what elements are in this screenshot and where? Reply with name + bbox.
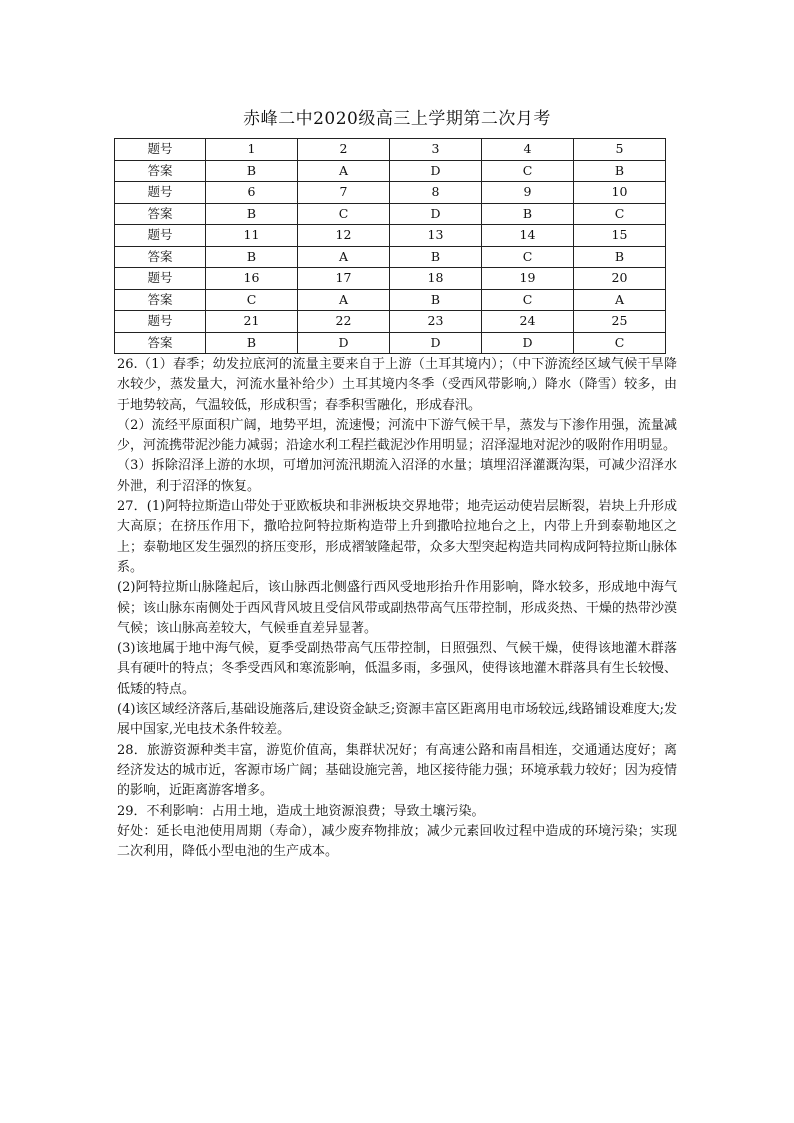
question-number-cell: 12 <box>298 225 390 247</box>
question-number-cell: 21 <box>206 311 298 333</box>
answer-cell: B <box>206 332 298 354</box>
question-number-cell: 8 <box>390 182 482 204</box>
question-number-cell: 19 <box>482 268 574 290</box>
answer-cell: B <box>390 289 482 311</box>
question-number-cell: 13 <box>390 225 482 247</box>
answer-cell: B <box>482 203 574 225</box>
question-number-cell: 11 <box>206 225 298 247</box>
question-row <box>115 225 666 247</box>
answer-cell: C <box>482 289 574 311</box>
question-number-cell: 23 <box>390 311 482 333</box>
row-label: 题号 <box>115 225 206 247</box>
page-title: 赤峰二中2020级高三上学期第二次月考 <box>243 109 551 129</box>
answer-cell: A <box>298 246 390 268</box>
paragraph: (3)该地属于地中海气候，夏季受副热带高气压带控制，日照强烈、气候干燥，使得该地灌木群落具有硬叶的特点；冬季受西风和寒流影响，低温多雨，多强风，使得该地灌木群落具有生长较慢、低矮的特点。 <box>117 641 677 697</box>
question-number-cell: 7 <box>298 182 390 204</box>
answer-cell: B <box>206 160 298 182</box>
row-label: 题号 <box>115 311 206 333</box>
question-number-cell: 14 <box>482 225 574 247</box>
question-number-cell: 17 <box>298 268 390 290</box>
question-number-cell: 6 <box>206 182 298 204</box>
question-number-cell: 20 <box>574 268 666 290</box>
paragraph: 28．旅游资源种类丰富，游览价值高，集群状况好；有高速公路和南昌相连，交通通达度好；离经济发达的城市近，客源市场广阔；基础设施完善，地区接待能力强；环境承载力较好；因为疫情的影响，近距离游客增多。 <box>117 742 677 799</box>
paragraph: （3）拆除沼泽上游的水坝，可增加河流汛期流入沼泽的水量；填埋沼泽灌溉沟渠，可减少沼泽水外泄，利于沼泽的恢复。 <box>117 458 677 494</box>
answer-cell: B <box>206 203 298 225</box>
paragraph: （2）流经平原面积广阔，地势平坦，流速慢；河流中下游气候干旱，蒸发与下渗作用强，流量减少，河流携带泥沙能力减弱；沿途水利工程拦截泥沙作用明显；沼泽湿地对泥沙的吸附作用明显。 <box>117 417 677 454</box>
paragraph: (2)阿特拉斯山脉隆起后，该山脉西北侧盛行西风受地形抬升作用影响，降水较多，形成地中海气候；该山脉东南侧处于西风背风坡且受信风带或副热带高气压带控制，形成炎热、干燥的热带沙漠气候；该山脉高差较大，气候垂直差异显著。 <box>117 580 677 636</box>
question-number-cell: 10 <box>574 182 666 204</box>
question-number-cell: 3 <box>390 139 482 161</box>
answer-row <box>115 203 666 225</box>
question-number-cell: 25 <box>574 311 666 333</box>
row-label: 答案 <box>115 203 206 225</box>
question-number-cell: 18 <box>390 268 482 290</box>
answer-cell: C <box>482 160 574 182</box>
paragraph: 29．不利影响：占用土地，造成土地资源浪费；导致土壤污染。 <box>117 803 485 819</box>
answer-cell: D <box>482 332 574 354</box>
question-number-cell: 16 <box>206 268 298 290</box>
row-label: 答案 <box>115 160 206 182</box>
question-number-cell: 9 <box>482 182 574 204</box>
answer-row <box>115 160 666 182</box>
row-label: 答案 <box>115 289 206 311</box>
answer-cell: D <box>390 160 482 182</box>
question-number-cell: 22 <box>298 311 390 333</box>
question-row <box>115 311 666 333</box>
question-row <box>115 139 666 161</box>
answer-cell: B <box>390 246 482 268</box>
answer-cell: C <box>574 332 666 354</box>
answer-cell: A <box>298 289 390 311</box>
answer-cell: C <box>574 203 666 225</box>
row-label: 答案 <box>115 332 206 354</box>
question-number-cell: 24 <box>482 311 574 333</box>
answer-text <box>117 355 677 862</box>
question-number-cell: 5 <box>574 139 666 161</box>
paragraph: (4)该区域经济落后,基础设施落后,建设资金缺乏;资源丰富区距离用电市场较远,线路铺设难度大;发展中国家,光电技术条件较差。 <box>117 702 677 738</box>
answer-cell: B <box>206 246 298 268</box>
answer-cell: D <box>390 332 482 354</box>
answer-cell: C <box>298 203 390 225</box>
answer-row <box>115 332 666 354</box>
answer-cell: A <box>574 289 666 311</box>
paragraph: 好处：延长电池使用周期（寿命），减少废弃物排放；减少元素回收过程中造成的环境污染；实现二次利用，降低小型电池的生产成本。 <box>117 823 677 860</box>
row-label: 题号 <box>115 139 206 161</box>
question-row <box>115 268 666 290</box>
answer-table <box>114 138 666 354</box>
paragraph: 27．(1)阿特拉斯造山带处于亚欧板块和非洲板块交界地带；地壳运动使岩层断裂，岩块上升形成大高原；在挤压作用下，撒哈拉阿特拉斯构造带上升到撒哈拉地台之上，内带上升到泰勒地区之上；泰勒地区发生强烈的挤压变形，形成褶皱隆起带，众多大型突起构造共同构成阿特拉斯山脉体系。 <box>117 499 677 575</box>
question-number-cell: 1 <box>206 139 298 161</box>
answer-cell: D <box>298 332 390 354</box>
paragraph: 26.（1）春季；幼发拉底河的流量主要来自于上游（土耳其境内）；（中下游流经区域气候干旱降水较少，蒸发量大，河流水量补给少）土耳其境内冬季（受西风带影响,）降水（降雪）较多，由于地势较高，气温较低，形成积雪；春季积雪融化，形成春汛。 <box>117 357 677 413</box>
answer-cell: A <box>298 160 390 182</box>
answer-cell: D <box>390 203 482 225</box>
row-label: 题号 <box>115 268 206 290</box>
row-label: 答案 <box>115 246 206 268</box>
answer-cell: C <box>482 246 574 268</box>
answer-cell: C <box>206 289 298 311</box>
answer-cell: B <box>574 246 666 268</box>
row-label: 题号 <box>115 182 206 204</box>
answer-row <box>115 246 666 268</box>
answer-row <box>115 289 666 311</box>
question-number-cell: 2 <box>298 139 390 161</box>
answer-cell: B <box>574 160 666 182</box>
question-number-cell: 4 <box>482 139 574 161</box>
question-number-cell: 15 <box>574 225 666 247</box>
question-row <box>115 182 666 204</box>
